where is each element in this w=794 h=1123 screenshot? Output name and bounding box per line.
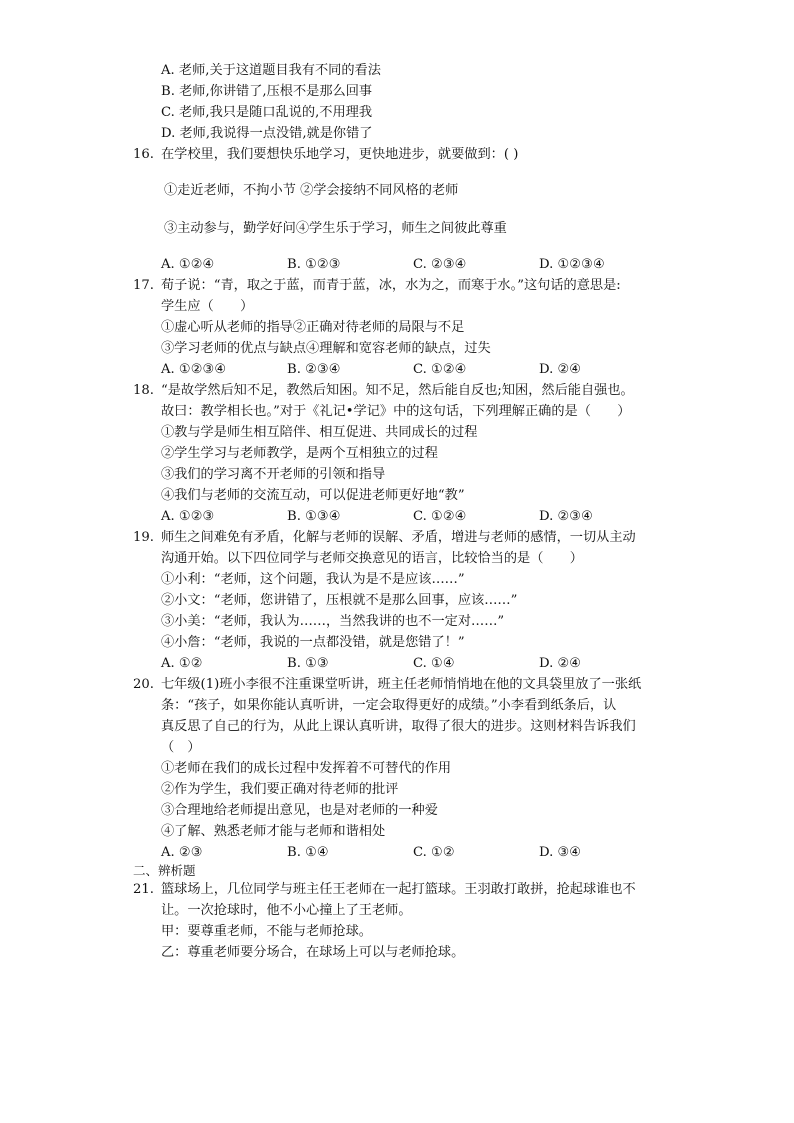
q15-option-c: C. 老师,我只是随口乱说的,不用理我: [161, 105, 373, 120]
q19-number: 19.: [133, 530, 154, 545]
q17-item-2: ③学习老师的优点与缺点④理解和宽容老师的缺点，过失: [161, 341, 491, 356]
section-title: 二、辨析题: [133, 863, 196, 878]
q17-choice-d: D. ②④: [539, 362, 582, 377]
q21-item-yi: 乙：尊重老师要分场合，在球场上可以与老师抢球。: [161, 945, 465, 960]
q18-number: 18.: [133, 383, 154, 398]
q19-choice-b: B. ①③: [287, 656, 329, 671]
q20-choice-d: D. ③④: [539, 845, 582, 860]
q15-option-b: B. 老师,你讲错了,压根不是那么回事: [161, 84, 373, 99]
q19-item-2: ②小文：“老师，您讲错了，压根就不是那么回事，应该……”: [161, 593, 518, 608]
q18-choice-d: D. ②③④: [539, 509, 593, 524]
q21-item-jia: 甲：要尊重老师，不能与老师抢球。: [161, 924, 372, 939]
q16-choice-d: D. ①②③④: [539, 257, 605, 272]
q19-choice-c: C. ①④: [413, 656, 455, 671]
q18-choice-a: A. ①②③: [161, 509, 215, 524]
q18-item-4: ④我们与老师的交流互动，可以促进老师更好地“教”: [161, 488, 465, 503]
q19-choice-d: D. ②④: [539, 656, 582, 671]
q19-stem-line-2: 沟通开始。以下四位同学与老师交换意见的语言，比较恰当的是（ ）: [161, 551, 583, 566]
q17-number: 17.: [133, 278, 154, 293]
q17-stem-line-1: 荀子说：“青，取之于蓝，而青于蓝，冰，水为之，而寒于水。”这句话的意思是:: [161, 278, 621, 293]
q17-stem-line-2: 学生应（ ）: [161, 299, 254, 314]
q19-item-1: ①小利：“老师，这个问题，我认为是不是应该……”: [161, 572, 465, 587]
q16-item-2: ③主动参与，勤学好问④学生乐于学习，师生之间彼此尊重: [164, 221, 507, 236]
q19-stem-line-1: 师生之间难免有矛盾，化解与老师的误解、矛盾，增进与老师的感情，一切从主动: [161, 530, 636, 545]
q20-choice-c: C. ①②: [413, 845, 455, 860]
q18-stem-line-2: 故曰：教学相长也。”对于《礼记•学记》中的这句话，下列理解正确的是（ ）: [161, 404, 631, 419]
q20-stem-line-3: 真反思了自己的行为，从此上课认真听讲，取得了很大的进步。这则材料告诉我们: [161, 719, 636, 734]
q20-stem-line-2: 条：“孩子，如果你能认真听讲，一定会取得更好的成绩。”小李看到纸条后，认: [161, 698, 617, 713]
q21-number: 21.: [133, 882, 154, 897]
q18-choice-c: C. ①②④: [413, 509, 467, 524]
q15-option-d: D. 老师,我说得一点没错,就是你错了: [161, 126, 373, 141]
q16-choice-c: C. ②③④: [413, 257, 467, 272]
q18-choice-b: B. ①③④: [287, 509, 341, 524]
q20-choice-a: A. ②③: [161, 845, 203, 860]
q16-item-1: ①走近老师，不拘小节 ②学会接纳不同风格的老师: [164, 183, 459, 198]
q20-item-4: ④了解、熟悉老师才能与老师和谐相处: [161, 824, 386, 839]
q17-item-1: ①虚心听从老师的指导②正确对待老师的局限与不足: [161, 320, 465, 335]
q20-item-2: ②作为学生，我们要正确对待老师的批评: [161, 782, 399, 797]
q21-stem-line-1: 篮球场上，几位同学与班主任王老师在一起打篮球。王羽敢打敢拼，抢起球谁也不: [161, 882, 636, 897]
q16-choice-b: B. ①②③: [287, 257, 341, 272]
q20-stem-line-1: 七年级(1)班小李很不注重课堂听讲，班主任老师悄悄地在他的文具袋里放了一张纸: [161, 677, 642, 692]
q16-stem: 在学校里，我们要想快乐地学习，更快地进步，就要做到：( ): [161, 147, 519, 162]
q17-choice-c: C. ①②④: [413, 362, 467, 377]
q18-item-1: ①教与学是师生相互陪伴、相互促进、共同成长的过程: [161, 425, 478, 440]
q20-item-1: ①老师在我们的成长过程中发挥着不可替代的作用: [161, 761, 452, 776]
q18-item-3: ③我们的学习离不开老师的引领和指导: [161, 467, 386, 482]
q17-choice-a: A. ①②③④: [161, 362, 227, 377]
q21-stem-line-2: 让。一次抢球时，他不小心撞上了王老师。: [161, 903, 412, 918]
q19-choice-a: A. ①②: [161, 656, 203, 671]
q19-item-4: ④小詹：“老师，我说的一点都没错，就是您错了！”: [161, 635, 465, 650]
q20-item-3: ③合理地给老师提出意见，也是对老师的一种爱: [161, 803, 438, 818]
q16-choice-a: A. ①②④: [161, 257, 215, 272]
q17-choice-b: B. ②③④: [287, 362, 341, 377]
q20-choice-b: B. ①④: [287, 845, 329, 860]
q18-stem-line-1: “是故学然后知不足，教然后知困。知不足，然后能自反也;知困，然后能自强也。: [161, 383, 634, 398]
q19-item-3: ③小美：“老师，我认为……，当然我讲的也不一定对……”: [161, 614, 505, 629]
q20-number: 20.: [133, 677, 154, 692]
q15-option-a: A. 老师,关于这道题目我有不同的看法: [161, 63, 381, 78]
q18-item-2: ②学生学习与老师教学，是两个互相独立的过程: [161, 446, 438, 461]
q20-stem-line-4: （ ）: [161, 740, 201, 755]
q16-number: 16.: [133, 147, 154, 162]
